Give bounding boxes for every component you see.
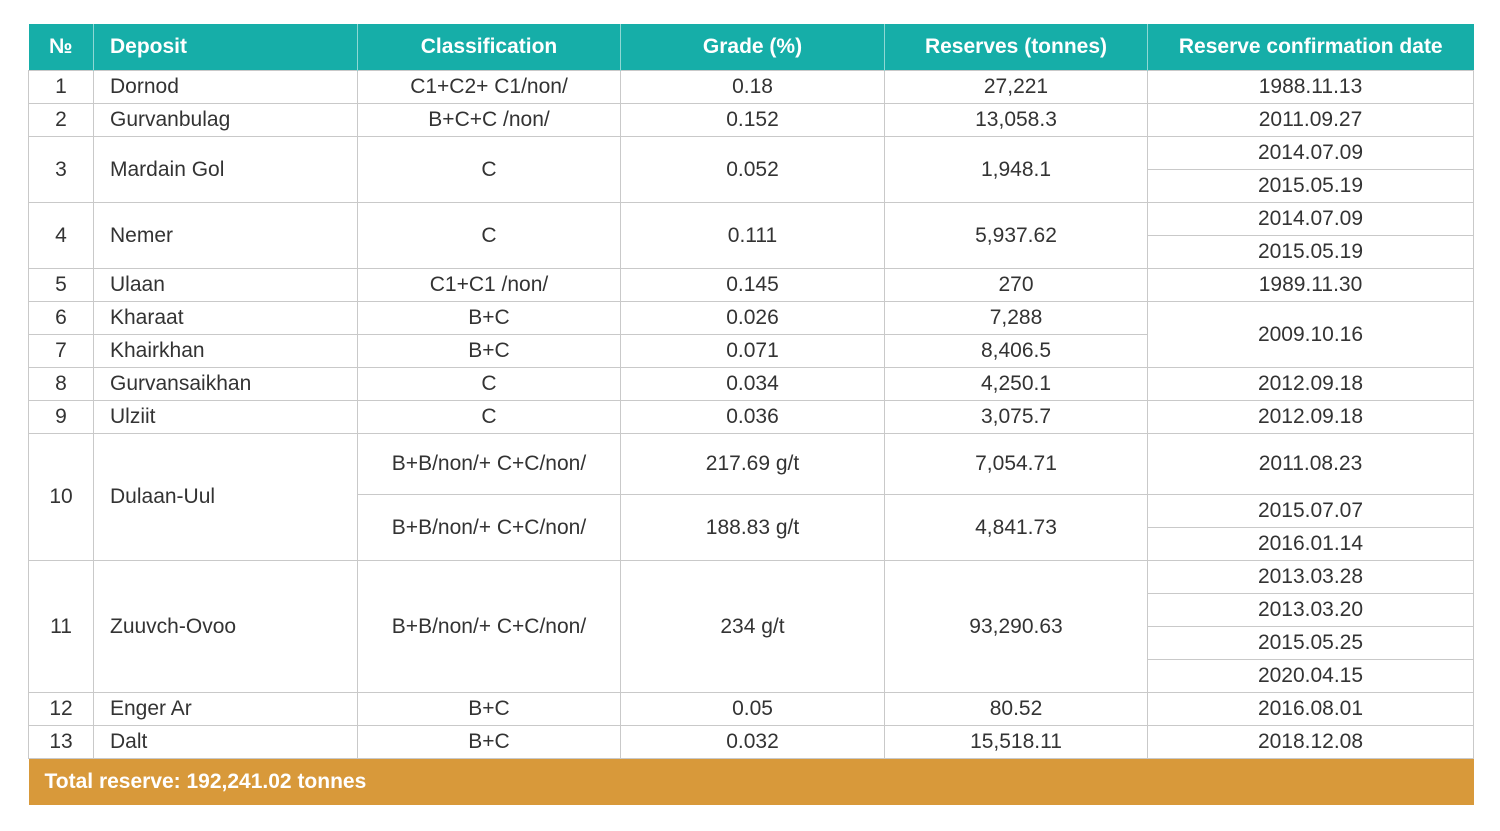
row-number: 13 bbox=[29, 726, 94, 759]
deposit-name: Ulaan bbox=[94, 269, 358, 302]
row-number: 10 bbox=[29, 434, 94, 561]
deposit-name: Nemer bbox=[94, 203, 358, 269]
reserves: 80.52 bbox=[885, 693, 1148, 726]
total-reserve: Total reserve: 192,241.02 tonnes bbox=[29, 759, 1474, 806]
table-row bbox=[29, 104, 1474, 137]
header-deposit: Deposit bbox=[94, 24, 358, 71]
confirmation-date: 2009.10.16 bbox=[1148, 302, 1474, 368]
reserves: 13,058.3 bbox=[885, 104, 1148, 137]
confirmation-date: 2011.08.23 bbox=[1148, 434, 1474, 495]
confirmation-date: 2016.08.01 bbox=[1148, 693, 1474, 726]
row-number: 11 bbox=[29, 561, 94, 693]
row-number: 5 bbox=[29, 269, 94, 302]
confirmation-date: 2013.03.20 bbox=[1148, 594, 1474, 627]
grade: 0.026 bbox=[621, 302, 885, 335]
reserves: 93,290.63 bbox=[885, 561, 1148, 693]
reserves: 4,841.73 bbox=[885, 495, 1148, 561]
table-row bbox=[29, 269, 1474, 302]
classification: B+C bbox=[358, 693, 621, 726]
grade: 0.05 bbox=[621, 693, 885, 726]
grade: 234 g/t bbox=[621, 561, 885, 693]
reserves: 3,075.7 bbox=[885, 401, 1148, 434]
table-row bbox=[29, 726, 1474, 759]
classification: B+B/non/+ C+C/non/ bbox=[358, 434, 621, 495]
grade: 0.18 bbox=[621, 71, 885, 104]
reserves: 15,518.11 bbox=[885, 726, 1148, 759]
confirmation-date: 2020.04.15 bbox=[1148, 660, 1474, 693]
deposit-name: Enger Ar bbox=[94, 693, 358, 726]
deposit-name: Dalt bbox=[94, 726, 358, 759]
confirmation-date: 2015.05.19 bbox=[1148, 170, 1474, 203]
confirmation-date: 2015.05.19 bbox=[1148, 236, 1474, 269]
reserves: 8,406.5 bbox=[885, 335, 1148, 368]
header-grade: Grade (%) bbox=[621, 24, 885, 71]
row-number: 9 bbox=[29, 401, 94, 434]
confirmation-date: 2013.03.28 bbox=[1148, 561, 1474, 594]
header-date: Reserve confirmation date bbox=[1148, 24, 1474, 71]
confirmation-date: 2012.09.18 bbox=[1148, 368, 1474, 401]
grade: 0.145 bbox=[621, 269, 885, 302]
reserves: 1,948.1 bbox=[885, 137, 1148, 203]
header-classification: Classification bbox=[358, 24, 621, 71]
deposit-name: Khairkhan bbox=[94, 335, 358, 368]
deposit-name: Dornod bbox=[94, 71, 358, 104]
table-row bbox=[29, 434, 1474, 495]
confirmation-date: 2012.09.18 bbox=[1148, 401, 1474, 434]
table-row bbox=[29, 137, 1474, 170]
confirmation-date: 2016.01.14 bbox=[1148, 528, 1474, 561]
grade: 0.111 bbox=[621, 203, 885, 269]
confirmation-date: 2011.09.27 bbox=[1148, 104, 1474, 137]
confirmation-date: 1988.11.13 bbox=[1148, 71, 1474, 104]
confirmation-date: 2014.07.09 bbox=[1148, 203, 1474, 236]
reserves-table bbox=[28, 24, 1474, 805]
header-number: № bbox=[29, 24, 94, 71]
row-number: 8 bbox=[29, 368, 94, 401]
classification: B+C bbox=[358, 726, 621, 759]
reserves: 4,250.1 bbox=[885, 368, 1148, 401]
reserves: 27,221 bbox=[885, 71, 1148, 104]
classification: B+C+C /non/ bbox=[358, 104, 621, 137]
classification: B+C bbox=[358, 335, 621, 368]
row-number: 4 bbox=[29, 203, 94, 269]
row-number: 3 bbox=[29, 137, 94, 203]
deposit-name: Gurvansaikhan bbox=[94, 368, 358, 401]
deposit-name: Gurvanbulag bbox=[94, 104, 358, 137]
reserves: 7,288 bbox=[885, 302, 1148, 335]
row-number: 7 bbox=[29, 335, 94, 368]
confirmation-date: 2015.07.07 bbox=[1148, 495, 1474, 528]
classification: C1+C2+ C1/non/ bbox=[358, 71, 621, 104]
grade: 0.034 bbox=[621, 368, 885, 401]
classification: B+C bbox=[358, 302, 621, 335]
classification: C bbox=[358, 137, 621, 203]
confirmation-date: 1989.11.30 bbox=[1148, 269, 1474, 302]
row-number: 12 bbox=[29, 693, 94, 726]
confirmation-date: 2015.05.25 bbox=[1148, 627, 1474, 660]
row-number: 6 bbox=[29, 302, 94, 335]
row-number: 2 bbox=[29, 104, 94, 137]
total-row bbox=[29, 759, 1474, 806]
classification: B+B/non/+ C+C/non/ bbox=[358, 495, 621, 561]
confirmation-date: 2014.07.09 bbox=[1148, 137, 1474, 170]
reserves: 7,054.71 bbox=[885, 434, 1148, 495]
table-row bbox=[29, 368, 1474, 401]
table-row bbox=[29, 561, 1474, 594]
classification: C bbox=[358, 203, 621, 269]
deposit-name: Dulaan-Uul bbox=[94, 434, 358, 561]
grade: 217.69 g/t bbox=[621, 434, 885, 495]
row-number: 1 bbox=[29, 71, 94, 104]
deposit-name: Kharaat bbox=[94, 302, 358, 335]
grade: 0.052 bbox=[621, 137, 885, 203]
header-row bbox=[29, 24, 1474, 71]
header-reserves: Reserves (tonnes) bbox=[885, 24, 1148, 71]
reserves: 5,937.62 bbox=[885, 203, 1148, 269]
table-row bbox=[29, 401, 1474, 434]
grade: 0.152 bbox=[621, 104, 885, 137]
table-row bbox=[29, 302, 1474, 335]
classification: C1+C1 /non/ bbox=[358, 269, 621, 302]
grade: 0.032 bbox=[621, 726, 885, 759]
classification: B+B/non/+ C+C/non/ bbox=[358, 561, 621, 693]
deposit-name: Zuuvch-Ovoo bbox=[94, 561, 358, 693]
table-row bbox=[29, 693, 1474, 726]
classification: C bbox=[358, 368, 621, 401]
deposit-name: Ulziit bbox=[94, 401, 358, 434]
classification: C bbox=[358, 401, 621, 434]
grade: 0.071 bbox=[621, 335, 885, 368]
confirmation-date: 2018.12.08 bbox=[1148, 726, 1474, 759]
deposit-name: Mardain Gol bbox=[94, 137, 358, 203]
grade: 188.83 g/t bbox=[621, 495, 885, 561]
reserves: 270 bbox=[885, 269, 1148, 302]
grade: 0.036 bbox=[621, 401, 885, 434]
table-row bbox=[29, 203, 1474, 236]
table-row bbox=[29, 71, 1474, 104]
reserves-table-container bbox=[28, 24, 1473, 805]
